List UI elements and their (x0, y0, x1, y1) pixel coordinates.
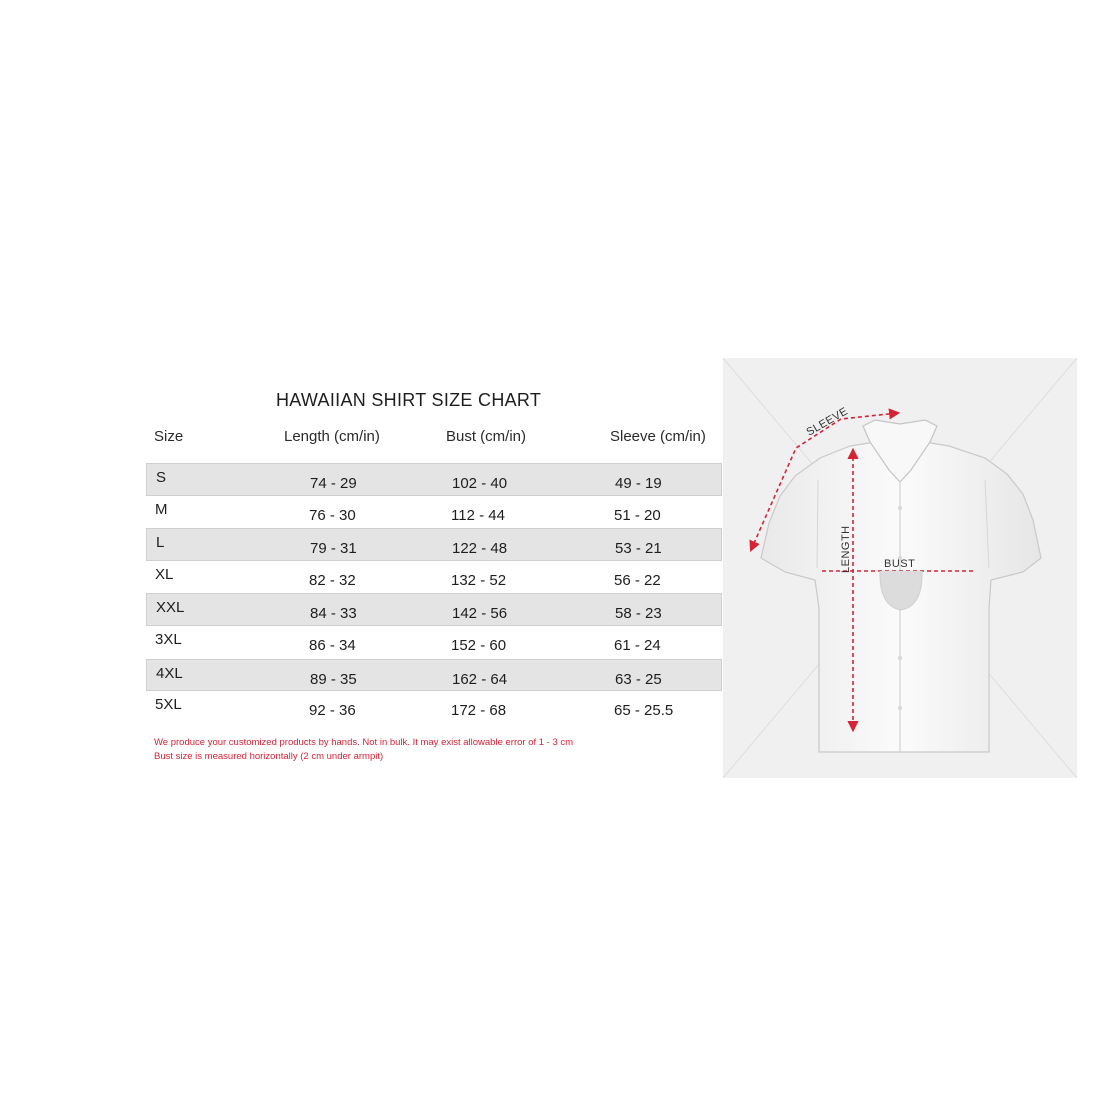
size-cell: S (156, 469, 167, 486)
shirt-button (898, 706, 902, 710)
bust-cell: 142 - 56 (452, 605, 508, 623)
table-row (146, 463, 722, 496)
size-table (146, 463, 722, 724)
sleeve-cell: 65 - 25.5 (614, 702, 674, 720)
length-label: LENGTH (840, 525, 852, 573)
bust-cell: 162 - 64 (452, 670, 508, 688)
bust-cell: 112 - 44 (451, 506, 505, 524)
bust-cell: 172 - 68 (451, 702, 507, 720)
length-cell: 76 - 30 (309, 506, 356, 524)
bust-cell: 132 - 52 (451, 571, 507, 589)
length-cell: 92 - 36 (309, 702, 356, 720)
size-cell: M (155, 500, 168, 518)
sleeve-cell: 63 - 25 (615, 670, 662, 688)
table-row (146, 561, 722, 594)
sleeve-cell: 61 - 24 (614, 636, 661, 654)
sleeve-cell: 56 - 22 (614, 571, 661, 589)
size-cell: 4XL (156, 664, 183, 682)
size-cell: L (156, 534, 165, 552)
size-chart-title: HAWAIIAN SHIRT SIZE CHART (276, 390, 542, 410)
size-cell: XL (155, 565, 174, 583)
length-cell: 86 - 34 (309, 636, 356, 654)
length-cell: 84 - 33 (310, 605, 357, 623)
table-row (146, 528, 722, 561)
table-row (146, 626, 722, 659)
size-cell: 3XL (155, 630, 182, 648)
table-row (146, 659, 722, 692)
bust-measurement-note: Bust size is measured horizontally (2 cm under armpit) (154, 751, 384, 762)
table-row (146, 691, 722, 724)
shirt-measurement-diagram (723, 358, 1077, 778)
sleeve-cell: 49 - 19 (615, 475, 662, 492)
length-cell: 79 - 31 (310, 540, 357, 558)
bust-cell: 102 - 40 (452, 475, 508, 492)
sleeve-cell: 51 - 20 (614, 506, 661, 524)
shirt-illustration (723, 358, 1077, 778)
column-header-length: Length (cm/in) (284, 428, 380, 445)
sleeve-label: SLEEVE (804, 405, 851, 439)
size-cell: XXL (156, 599, 185, 617)
length-cell: 74 - 29 (310, 475, 357, 492)
length-cell: 82 - 32 (309, 571, 356, 589)
table-row (146, 593, 722, 626)
handmade-tolerance-note: We produce your customized products by hands. Not in bulk. It may exist allowable error of 1 - 3 cm (154, 737, 574, 748)
bust-cell: 122 - 48 (452, 540, 508, 558)
size-cell: 5XL (155, 696, 182, 714)
column-header-size: Size (154, 428, 184, 445)
shirt-button (898, 506, 902, 510)
bust-cell: 152 - 60 (451, 636, 507, 654)
length-cell: 89 - 35 (310, 670, 357, 688)
sleeve-cell: 53 - 21 (615, 540, 662, 558)
column-header-bust: Bust (cm/in) (446, 428, 527, 445)
table-row (146, 496, 722, 529)
shirt-button (898, 656, 902, 660)
column-header-sleeve: Sleeve (cm/in) (610, 428, 706, 445)
bust-label: BUST (884, 558, 916, 570)
sleeve-cell: 58 - 23 (615, 605, 662, 623)
